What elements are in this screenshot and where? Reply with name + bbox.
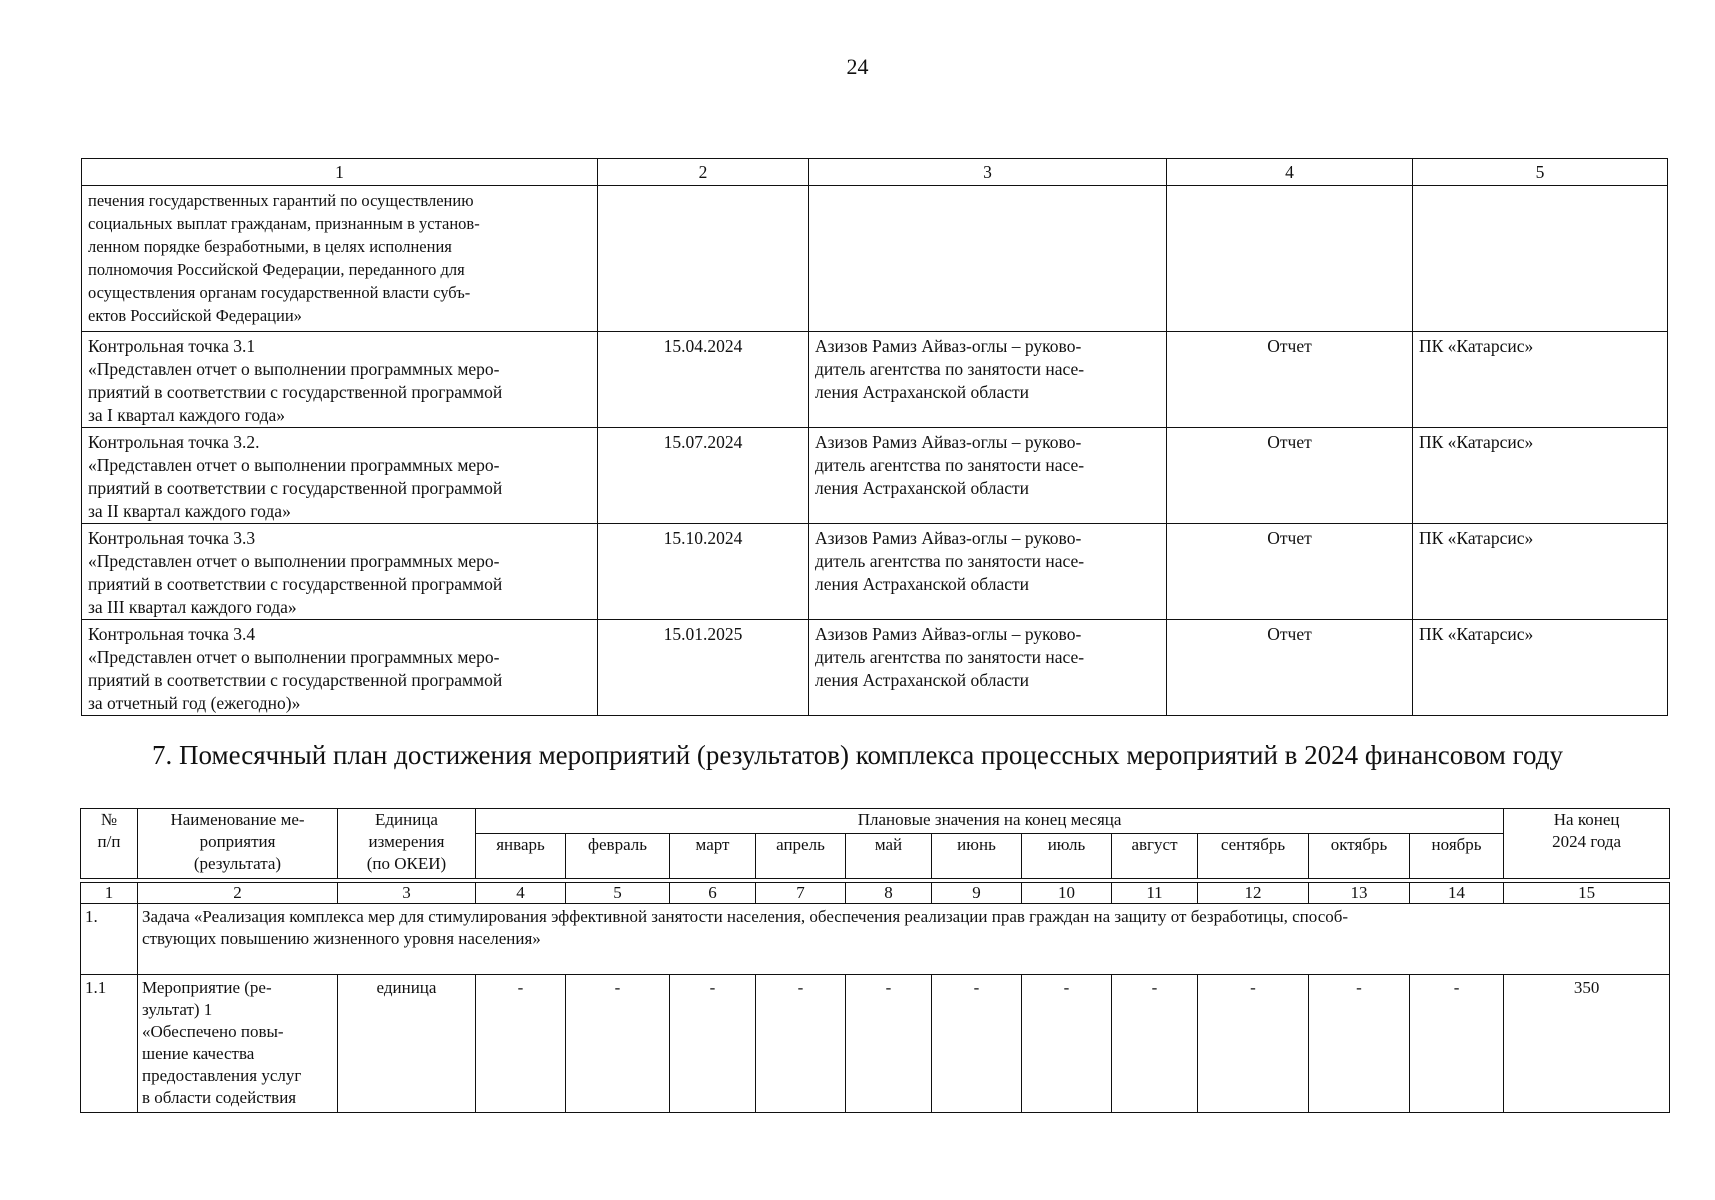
column-number: 15 — [1504, 883, 1670, 904]
month-header: март — [670, 834, 756, 879]
control-point-system: ПК «Катарсис» — [1413, 332, 1668, 428]
column-number: 5 — [566, 883, 670, 904]
plan-header-row — [81, 809, 1670, 834]
header-cell: 3 — [809, 159, 1167, 186]
column-number-row — [81, 883, 1670, 904]
monthly-value: - — [566, 975, 670, 1113]
control-point-responsible: Азизов Рамиз Айваз-оглы – руково- дитель агентства по занятости насе- ления Астраханской области — [809, 332, 1167, 428]
empty-cell — [1167, 186, 1413, 332]
monthly-value: - — [846, 975, 932, 1113]
control-point-system: ПК «Катарсис» — [1413, 428, 1668, 524]
year-end-value: 350 — [1504, 975, 1670, 1113]
monthly-value: - — [1198, 975, 1309, 1113]
col-number-header: № п/п — [81, 809, 138, 879]
month-header: май — [846, 834, 932, 879]
monthly-value: - — [476, 975, 566, 1113]
column-number: 10 — [1022, 883, 1112, 904]
continued-text-cell: печения государственных гарантий по осуществлению социальных выплат гражданам, признанным в установ- ленном порядке безработными, в целях исполнения полномочия Российской Федерации, переданного для осуществления органам государственной власти субъ- ектов Российской Федерации» — [82, 186, 598, 332]
monthly-value: - — [1410, 975, 1504, 1113]
control-point-date: 15.04.2024 — [598, 332, 809, 428]
empty-cell — [809, 186, 1167, 332]
col-planned-header: Плановые значения на конец месяца — [476, 809, 1504, 834]
month-header: апрель — [756, 834, 846, 879]
table-row — [82, 186, 1668, 332]
control-point-date: 15.01.2025 — [598, 620, 809, 716]
control-point-row — [82, 428, 1668, 524]
column-number: 14 — [1410, 883, 1504, 904]
control-point-responsible: Азизов Рамиз Айваз-оглы – руково- дитель агентства по занятости насе- ления Астраханской области — [809, 524, 1167, 620]
col-name-header: Наименование ме- роприятия (результата) — [138, 809, 338, 879]
control-point-date: 15.10.2024 — [598, 524, 809, 620]
empty-cell — [1413, 186, 1668, 332]
column-number: 3 — [338, 883, 476, 904]
month-header: август — [1112, 834, 1198, 879]
monthly-value: - — [1309, 975, 1410, 1113]
control-point-row — [82, 620, 1668, 716]
control-point-system: ПК «Катарсис» — [1413, 524, 1668, 620]
control-point-date: 15.07.2024 — [598, 428, 809, 524]
control-point-row — [82, 332, 1668, 428]
month-header: июль — [1022, 834, 1112, 879]
activity-number: 1.1 — [81, 975, 138, 1113]
control-point-title: Контрольная точка 3.1 «Представлен отчет о выполнении программных меро- приятий в соответствии с государственной программой за I квартал каждого года» — [82, 332, 598, 428]
column-number: 11 — [1112, 883, 1198, 904]
table-header-row — [82, 159, 1668, 186]
month-header: октябрь — [1309, 834, 1410, 879]
column-number: 1 — [81, 883, 138, 904]
activity-name: Мероприятие (ре- зультат) 1 «Обеспечено повы- шение качества предоставления услуг в области содействия — [138, 975, 338, 1113]
control-point-responsible: Азизов Рамиз Айваз-оглы – руково- дитель агентства по занятости насе- ления Астраханской области — [809, 620, 1167, 716]
col-unit-header: Единица измерения (по ОКЕИ) — [338, 809, 476, 879]
monthly-value: - — [932, 975, 1022, 1113]
monthly-value: - — [1022, 975, 1112, 1113]
monthly-value: - — [756, 975, 846, 1113]
control-point-document: Отчет — [1167, 332, 1413, 428]
column-number: 7 — [756, 883, 846, 904]
monthly-plan-table — [80, 808, 1670, 1113]
control-point-title: Контрольная точка 3.3 «Представлен отчет о выполнении программных меро- приятий в соответствии с государственной программой за III квартал каждого года» — [82, 524, 598, 620]
control-point-system: ПК «Катарсис» — [1413, 620, 1668, 716]
header-cell: 5 — [1413, 159, 1668, 186]
task-text: Задача «Реализация комплекса мер для стимулирования эффективной занятости населения, обеспечения реализации прав граждан на защиту от безработицы, способ- ствующих повышению жизненного уровня населения» — [138, 904, 1670, 975]
control-point-document: Отчет — [1167, 428, 1413, 524]
task-row — [81, 904, 1670, 975]
column-number: 12 — [1198, 883, 1309, 904]
month-header: ноябрь — [1410, 834, 1504, 879]
month-header: февраль — [566, 834, 670, 879]
header-cell: 4 — [1167, 159, 1413, 186]
month-header: июнь — [932, 834, 1022, 879]
monthly-value: - — [1112, 975, 1198, 1113]
control-points-table — [81, 158, 1668, 716]
page-number: 24 — [846, 54, 869, 79]
column-number: 6 — [670, 883, 756, 904]
month-header: январь — [476, 834, 566, 879]
section-title: 7. Помесячный план достижения мероприятий (результатов) комплекса процессных мероприятий в 2024 финансовом году — [152, 740, 1563, 770]
control-point-document: Отчет — [1167, 620, 1413, 716]
header-cell: 2 — [598, 159, 809, 186]
header-cell: 1 — [82, 159, 598, 186]
activity-unit: единица — [338, 975, 476, 1113]
control-point-document: Отчет — [1167, 524, 1413, 620]
column-number: 2 — [138, 883, 338, 904]
control-point-row — [82, 524, 1668, 620]
column-number: 4 — [476, 883, 566, 904]
col-year-end-header: На конец 2024 года — [1504, 809, 1670, 879]
control-point-title: Контрольная точка 3.4 «Представлен отчет о выполнении программных меро- приятий в соответствии с государственной программой за отчетный год (ежегодно)» — [82, 620, 598, 716]
month-header: сентябрь — [1198, 834, 1309, 879]
activity-row — [81, 975, 1670, 1113]
empty-cell — [598, 186, 809, 332]
control-point-title: Контрольная точка 3.2. «Представлен отчет о выполнении программных меро- приятий в соответствии с государственной программой за II квартал каждого года» — [82, 428, 598, 524]
task-number: 1. — [81, 904, 138, 975]
control-point-responsible: Азизов Рамиз Айваз-оглы – руково- дитель агентства по занятости насе- ления Астраханской области — [809, 428, 1167, 524]
column-number: 8 — [846, 883, 932, 904]
monthly-value: - — [670, 975, 756, 1113]
column-number: 13 — [1309, 883, 1410, 904]
column-number: 9 — [932, 883, 1022, 904]
